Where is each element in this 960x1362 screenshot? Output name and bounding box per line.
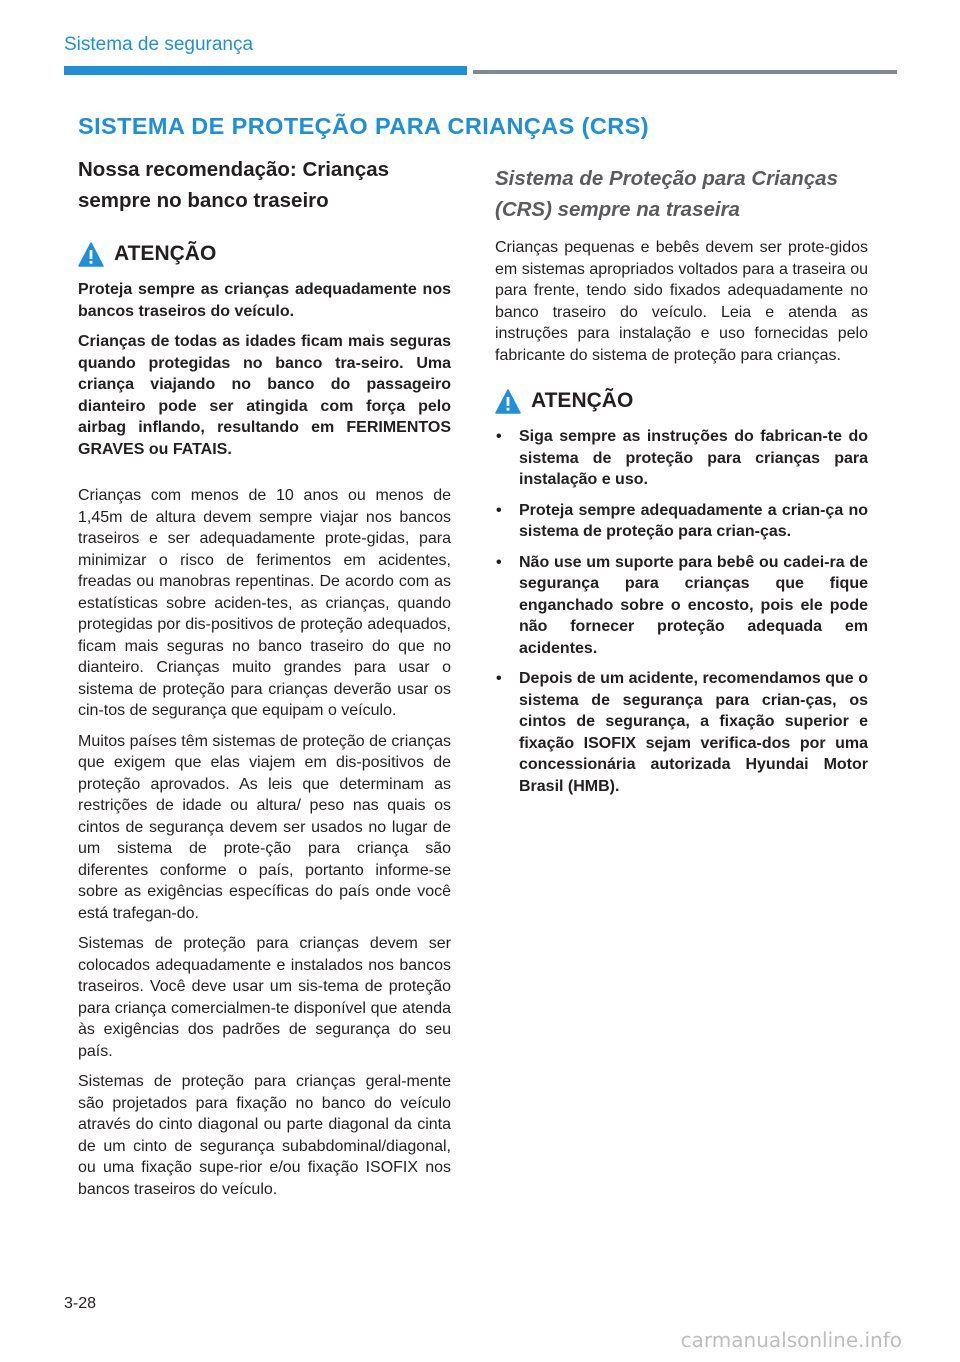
right-heading: Sistema de Proteção para Crianças (CRS) sempre na traseira — [495, 167, 838, 221]
list-item: • Depois de um acidente, recomendamos que o sistema de segurança para crian-ças, os cintos de segurança, a fixação superior e fixação ISOFIX sejam verifica-dos por uma concessionária autorizada Hyundai Motor Brasil (HMB). — [495, 668, 868, 797]
list-item: • Proteja sempre adequadamente a crian-ça no sistema de proteção para crian-ças. — [495, 500, 868, 543]
left-column — [78, 154, 451, 1209]
page-title: SISTEMA DE PROTEÇÃO PARA CRIANÇAS (CRS) — [78, 113, 649, 139]
list-item: • Siga sempre as instruções do fabrican-te do sistema de proteção para crianças para instalação e uso. — [495, 426, 868, 491]
body-paragraph: Crianças pequenas e bebês devem ser prote-gidos em sistemas apropriados voltados para a traseira ou para frente, tendo sido fixados adequadamente no banco traseiro do veículo. Leia e atenda as instruções para instalação e uso fornecidas pelo fabricante do sistema de proteção para crianças. — [495, 239, 868, 364]
warning-bullet-list — [495, 426, 868, 797]
warning-header-right — [495, 375, 868, 415]
list-item: • Não use um suporte para bebê ou cadei-ra de segurança para crianças que fique enganchado sobre o encosto, pois ele pode não fornecer proteção adequada em acidentes. — [495, 552, 868, 660]
warning-triangle-icon — [78, 242, 104, 268]
header-rule-blue — [64, 66, 467, 75]
body-paragraph: Sistemas de proteção para crianças devem ser colocados adequadamente e instalados nos bancos traseiros. Você deve usar um sis-tema de proteção para criança comercialmen-te disponível que atenda às exigências dos padrões de segurança do seu país. — [78, 935, 451, 1060]
warning-header-left — [78, 228, 451, 268]
page-number: 3-28 — [64, 1295, 97, 1312]
watermark: carmanualsonline.info — [680, 1328, 902, 1352]
running-header: Sistema de segurança — [64, 34, 254, 55]
warning-label: ATENÇÃO — [531, 389, 634, 412]
body-paragraph: Sistemas de proteção para crianças geral-mente são projetados para fixação no banco do veículo através do cinto diagonal ou parte diagonal da cinta de um cinto de segurança subabdominal/diagonal, ou uma fixação supe-rior e/ou fixação ISOFIX nos bancos traseiros do veículo. — [78, 1073, 451, 1198]
warning-label: ATENÇÃO — [114, 242, 217, 265]
body-paragraph: Muitos países têm sistemas de proteção de crianças que exigem que elas viajem em dis-positivos de proteção aprovados. As leis que determinam as restrições de idade ou altura/ peso nas quais os cintos de segurança devem ser usados no lugar de um sistema de prote-ção para criança são diferentes conforme o país, portanto informe-se sobre as exigências específicas do país onde você está trafegan-do. — [78, 732, 451, 922]
warning-paragraph: Proteja sempre as crianças adequadamente nos bancos traseiros do veículo. — [78, 281, 451, 320]
warning-paragraph: Crianças de todas as idades ficam mais seguras quando protegidas no banco tra-seiro. Uma criança viajando no banco do passageiro dianteiro pode ser atingida com força pelo airbag inflando, resultando em FERIMENTOS GRAVES ou FATAIS. — [78, 333, 451, 458]
left-heading: Nossa recomendação: Crianças sempre no banco traseiro — [78, 158, 390, 212]
right-column — [495, 154, 868, 806]
body-paragraph: Crianças com menos de 10 anos ou menos de 1,45m de altura devem sempre viajar nos bancos traseiros e ser adequadamente prote-gidas, para minimizar o risco de ferimentos em acidentes, freadas ou manobras repentinas. De acordo com as estatísticas sobre aciden-tes, as crianças, quando protegidas por dis-positivos de proteção adequados, ficam mais seguras no banco traseiro do que no dianteiro. Crianças muito grandes para usar o sistema de proteção para crianças deverão usar os cin-tos de segurança que equipam o veículo. — [78, 487, 451, 719]
warning-triangle-icon — [495, 389, 521, 415]
header-rule-gray — [473, 70, 897, 74]
